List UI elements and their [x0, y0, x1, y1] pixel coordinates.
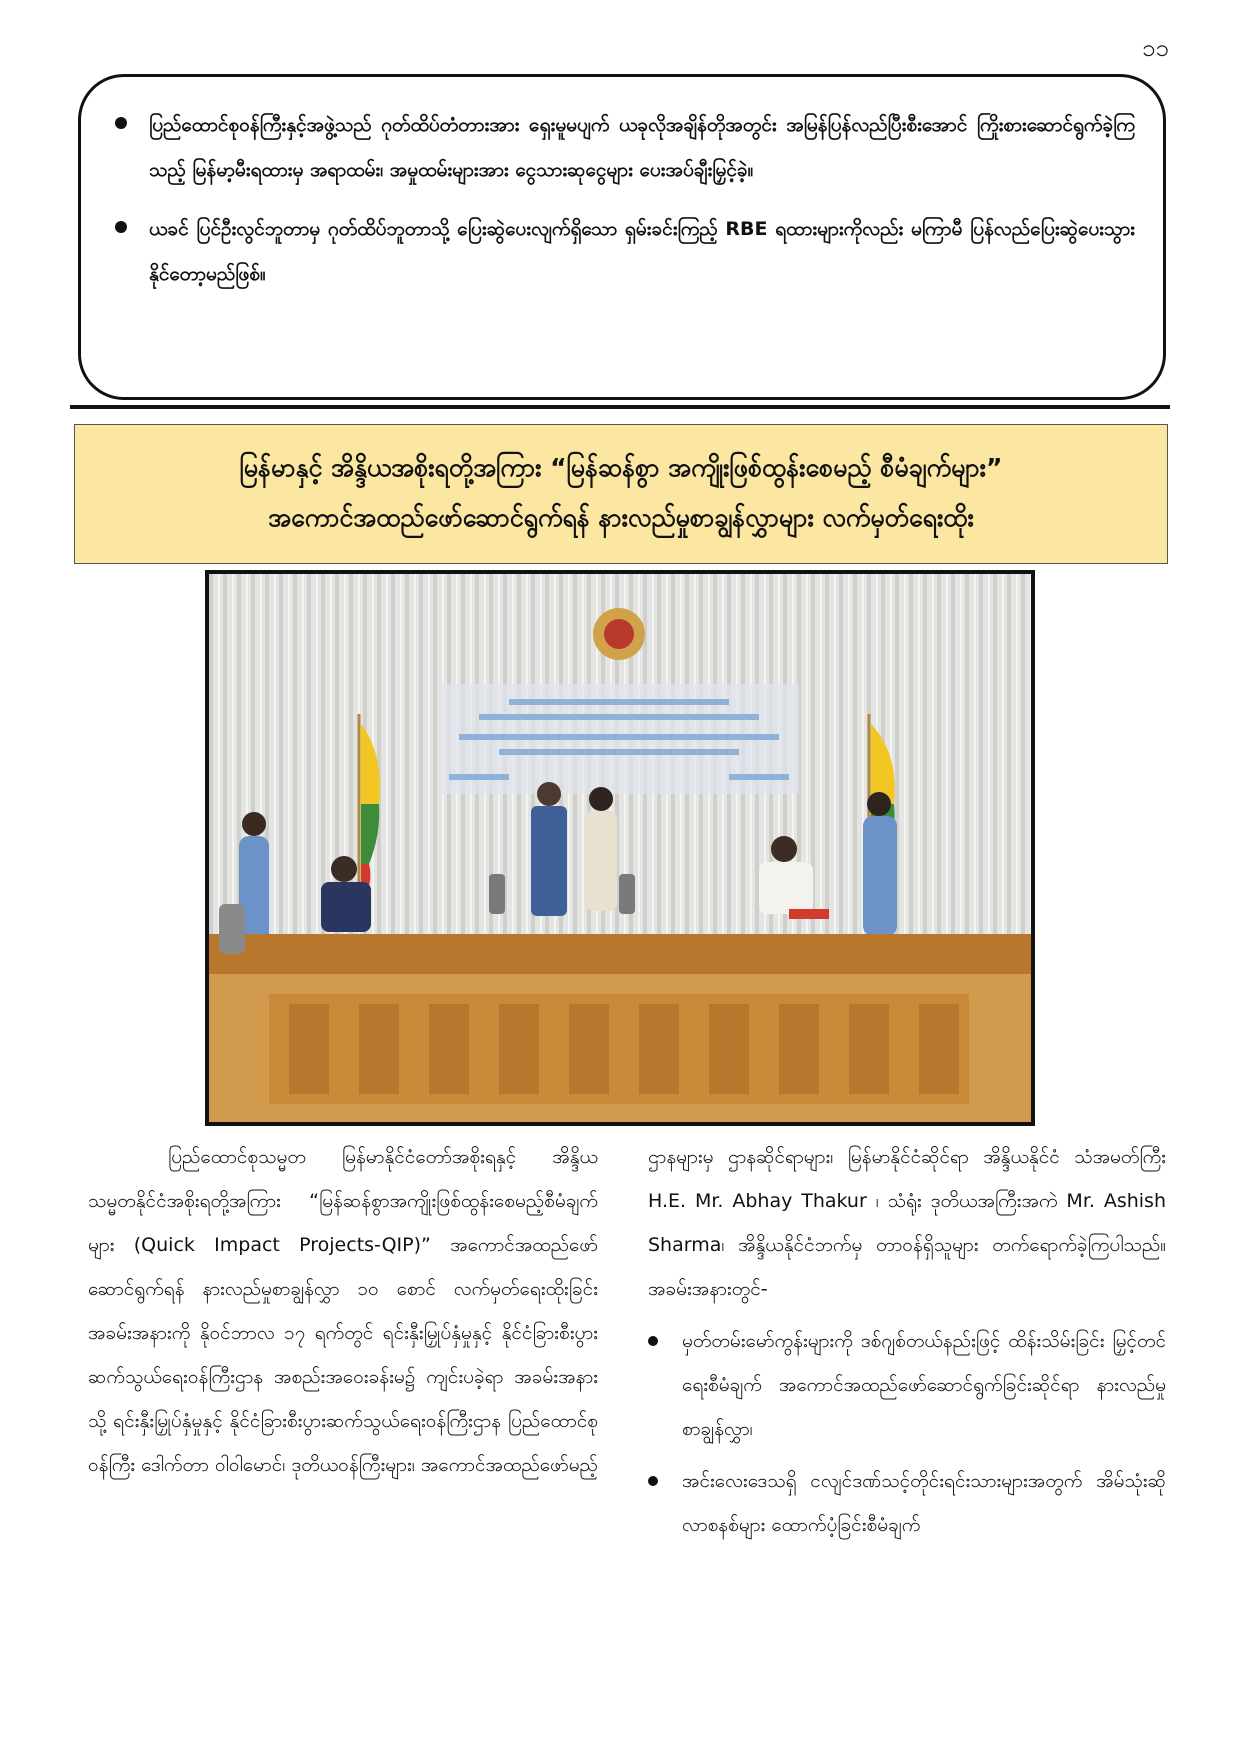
- headline-line-2: အကောင်အထည်ဖော်ဆောင်ရွက်ရန် နားလည်မှုစာချွန်လွှာများ လက်မှတ်ရေးထိုး: [268, 503, 974, 532]
- summary-bullet-text: ပြည်ထောင်စုဝန်ကြီးနှင့်အဖွဲ့သည် ဂုတ်ထိပ်တံတားအား ရှေးမူမပျက် ယခုလိုအချိန်တိုအတွင်း အမြန်ပြန်လည်ပြီးစီးအောင် ကြိုးစားဆောင်ရွက်ခဲ့ကြသည့် မြန်မာ့မီးရထားမှ အရာထမ်း၊ အမှုထမ်းများအား ငွေသားဆုငွေများ ပေးအပ်ချီးမြှင့်ခဲ့။: [149, 114, 1135, 181]
- page-number: ၁၁: [1142, 34, 1169, 62]
- article-bullet: [648, 1319, 1166, 1451]
- bullet-icon: [648, 1476, 658, 1486]
- article-right-column: [648, 1135, 1166, 1547]
- article-bullet-text: မှတ်တမ်းမော်ကွန်းများကို ဒစ်ဂျစ်တယ်နည်းဖြင့် ထိန်းသိမ်းခြင်း မြှင့်တင်ရေးစီမံချက် အကောင်အထည်ဖော်ဆောင်ရွက်ခြင်းဆိုင်ရာ နားလည်မှုစာချွန်လွှာ၊: [682, 1330, 1166, 1440]
- divider: [70, 405, 1170, 409]
- folder-icon: [789, 909, 829, 919]
- article-paragraph: ဌာနများမှ ဌာနဆိုင်ရာများ၊ မြန်မာနိုင်ငံဆိုင်ရာ အိန္ဒိယနိုင်ငံ သံအမတ်ကြီး H.E. Mr. Abhay Thakur ၊ သံရုံး ဒုတိယအကြီးအကဲ Mr. Ashish Sharma၊ အိန္ဒိယနိုင်ငံဘက်မှ တာဝန်ရှိသူများ တက်ရောက်ခဲ့ကြပါသည်။ အခမ်းအနားတွင်-: [648, 1146, 1166, 1300]
- article-bullet-text: အင်းလေးဒေသရှိ ငလျင်ဒဏ်သင့်တိုင်းရင်းသားများအတွက် အိမ်သုံးဆိုလာစနစ်များ ထောက်ပံ့ခြင်းစီမံချက်: [682, 1470, 1166, 1536]
- photo-illustration: [209, 574, 1031, 1122]
- article-left-column: [88, 1135, 598, 1487]
- summary-bullet-text: ယခင် ပြင်ဦးလွင်ဘူတာမှ ဂုတ်ထိပ်ဘူတာသို့ ပြေးဆွဲပေးလျက်ရှိသော ရှမ်းခင်းကြည့် RBE ရထားများကိုလည်း မကြာမီ ပြန်လည်ပြေးဆွဲပေးသွားနိုင်တော့မည်ဖြစ်။: [149, 218, 1135, 285]
- headline-box: [74, 424, 1168, 564]
- article-paragraph: ပြည်ထောင်စုသမ္မတ မြန်မာနိုင်ငံတော်အစိုးရနှင့် အိန္ဒိယသမ္မတနိုင်ငံအစိုးရတို့အကြား “မြန်ဆန်စွာအကျိုးဖြစ်ထွန်းစေမည့်စီမံချက်များ (Quick Impact Projects-QIP)” အကောင်အထည်ဖော် ဆောင်ရွက်ရန် နားလည်မှုစာချွန်လွှာ ၁၀ စောင် လက်မှတ်ရေးထိုးခြင်းအခမ်းအနားကို နိုဝင်ဘာလ ၁၇ ရက်တွင် ရင်းနှီးမြှုပ်နှံမှုနှင့် နိုင်ငံခြားစီးပွားဆက်သွယ်ရေးဝန်ကြီးဌာန အစည်းအဝေးခန်းမ၌ ကျင်းပခဲ့ရာ အခမ်းအနားသို့ ရင်းနှီးမြှုပ်နှံမှုနှင့် နိုင်ငံခြားစီးပွားဆက်သွယ်ရေးဝန်ကြီးဌာန ပြည်ထောင်စုဝန်ကြီး ဒေါက်တာ ဝါဝါမောင်၊ ဒုတိယဝန်ကြီးများ၊ အကောင်အထည်ဖော်မည့်: [88, 1146, 598, 1476]
- bullet-icon: [115, 117, 127, 129]
- bullet-icon: [648, 1336, 658, 1346]
- summary-bullet: [115, 207, 1135, 297]
- thermos-icon: [619, 874, 635, 914]
- article-bullet: [648, 1459, 1166, 1547]
- summary-bullet: [115, 103, 1135, 193]
- thermos-icon: [219, 904, 245, 954]
- signing-ceremony-photo: [205, 570, 1035, 1126]
- summary-box: [78, 74, 1166, 400]
- headline-line-1: မြန်မာနှင့် အိန္ဒိယအစိုးရတို့အကြား “မြန်ဆန်စွာ အကျိုးဖြစ်ထွန်းစေမည့် စီမံချက်များ”: [239, 453, 1003, 482]
- conference-table: [209, 934, 1031, 1122]
- thermos-icon: [489, 874, 505, 914]
- bullet-icon: [115, 221, 127, 233]
